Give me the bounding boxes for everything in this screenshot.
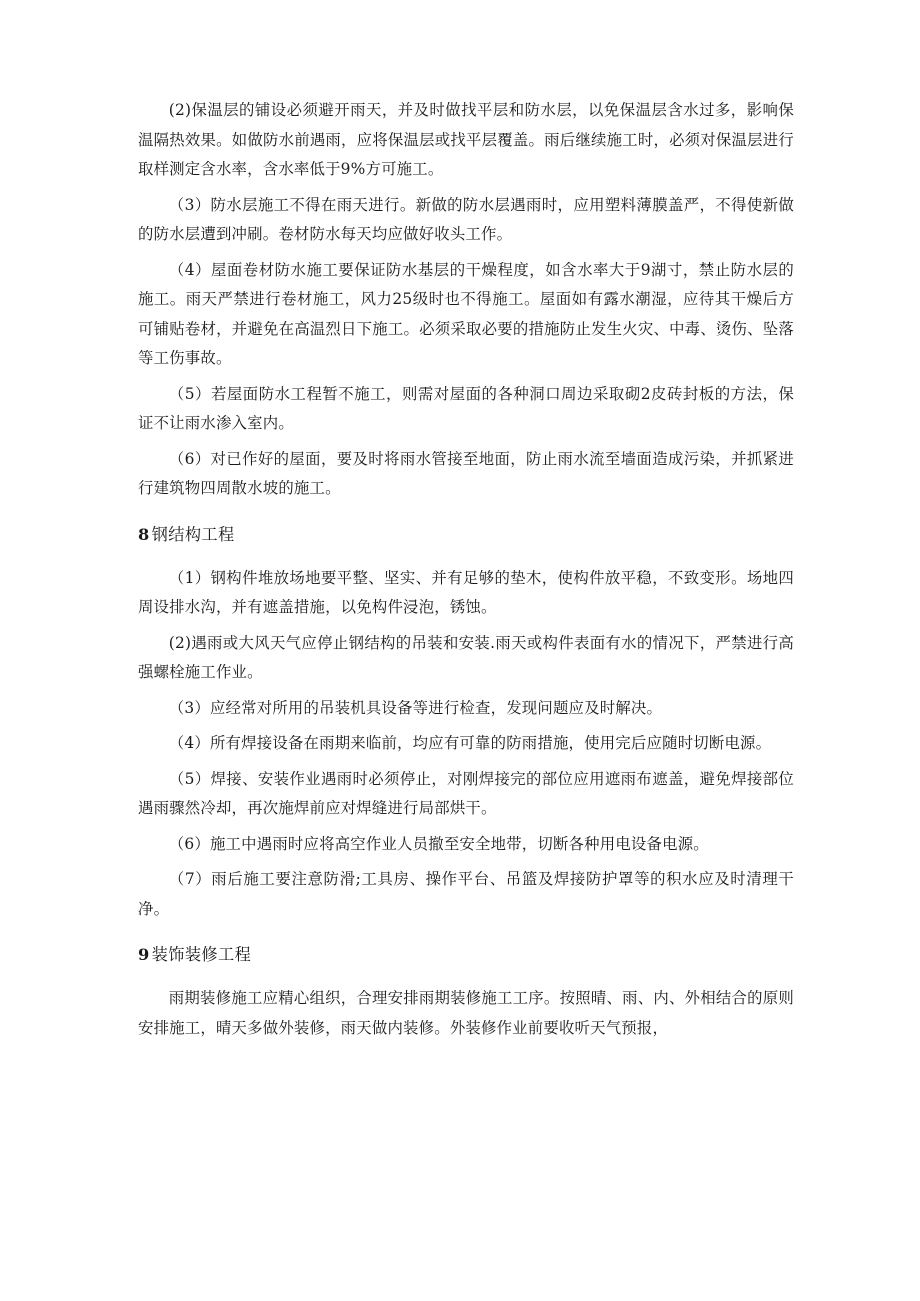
section-number: 9 (138, 945, 150, 964)
paragraph-steel-4: （4）所有焊接设备在雨期来临前，均应有可靠的防雨措施，使用完后应随时切断电源。 (168, 734, 772, 752)
paragraph-steel-5: （5）焊接、安装作业遇雨时必须停止，对刚焊接完的部位应用遮雨布遮盖，避免焊接部位遇雨骤然冷却，再次施焊前应对焊缝进行局部烘干。 (138, 769, 794, 817)
paragraph-steel-6: （6）施工中遇雨时应将高空作业人员撤至安全地带，切断各种用电设备电源。 (168, 834, 709, 853)
paragraph-decoration-1: 雨期装修施工应精心组织，合理安排雨期装修施工工序。按照晴、雨、内、外相结合的原则安排施工，晴天多做外装修，雨天做内装修。外装修作业前要收听天气预报， (138, 989, 794, 1037)
paragraph-roof-4: （4）屋面卷材防水施工要保证防水基层的干燥程度，如含水率大于9湖寸，禁止防水层的施工。雨天严禁进行卷材施工，风力25级时也不得施工。屋面如有露水潮湿，应待其干燥后方可铺贴卷材，并避免在高温烈日下施工。必须采取必要的措施防止发生火灾、中毒、烫伤、坠落等工伤事故。 (138, 260, 794, 367)
paragraph-roof-3: （3）防水层施工不得在雨天进行。新做的防水层遇雨时，应用塑料薄膜盖严，不得使新做的防水层遭到冲刷。卷材防水每天均应做好收头工作。 (138, 195, 794, 243)
paragraph-roof-6: （6）对已作好的屋面，要及时将雨水管接至地面，防止雨水流至墙面造成污染，并抓紧进行建筑物四周散水坡的施工。 (138, 449, 794, 497)
section-title: 装饰装修工程 (151, 945, 252, 964)
paragraph-steel-7: （7）雨后施工要注意防滑;工具房、操作平台、吊篮及焊接防护罩等的积水应及时清理干净。 (138, 870, 794, 918)
paragraph-roof-2: (2)保温层的铺设必须避开雨天，并及时做找平层和防水层，以免保温层含水过多，影响保温隔热效果。如做防水前遇雨，应将保温层或找平层覆盖。雨后继续施工时，必须对保温层进行取样测定含水率，含水率低于9%方可施工。 (138, 101, 794, 178)
section-number: 8 (138, 524, 150, 544)
decoration-section (138, 940, 794, 1043)
paragraph-roof-5: （5）若屋面防水工程暂不施工，则需对屋面的各种洞口周边采取砌2皮砖封板的方法，保证不让雨水渗入室内。 (138, 384, 794, 432)
steel-section (138, 520, 794, 925)
section-title: 钢结构工程 (151, 524, 235, 544)
section-heading-decoration (138, 940, 794, 970)
section-heading-steel (138, 520, 794, 550)
paragraph-steel-1: （1）钢构件堆放场地要平整、坚实、并有足够的垫木，使构件放平稳，不致变形。场地四周设排水沟，并有遮盖措施，以免构件浸泡，锈蚀。 (138, 568, 794, 616)
roof-section (138, 96, 794, 504)
paragraph-steel-2: (2)遇雨或大风天气应停止钢结构的吊装和安装.雨天或构件表面有水的情况下，严禁进行高强螺栓施工作业。 (138, 633, 794, 681)
document-page (138, 96, 794, 1049)
paragraph-steel-3: （3）应经常对所用的吊装机具设备等进行检查，发现问题应及时解决。 (168, 698, 663, 717)
